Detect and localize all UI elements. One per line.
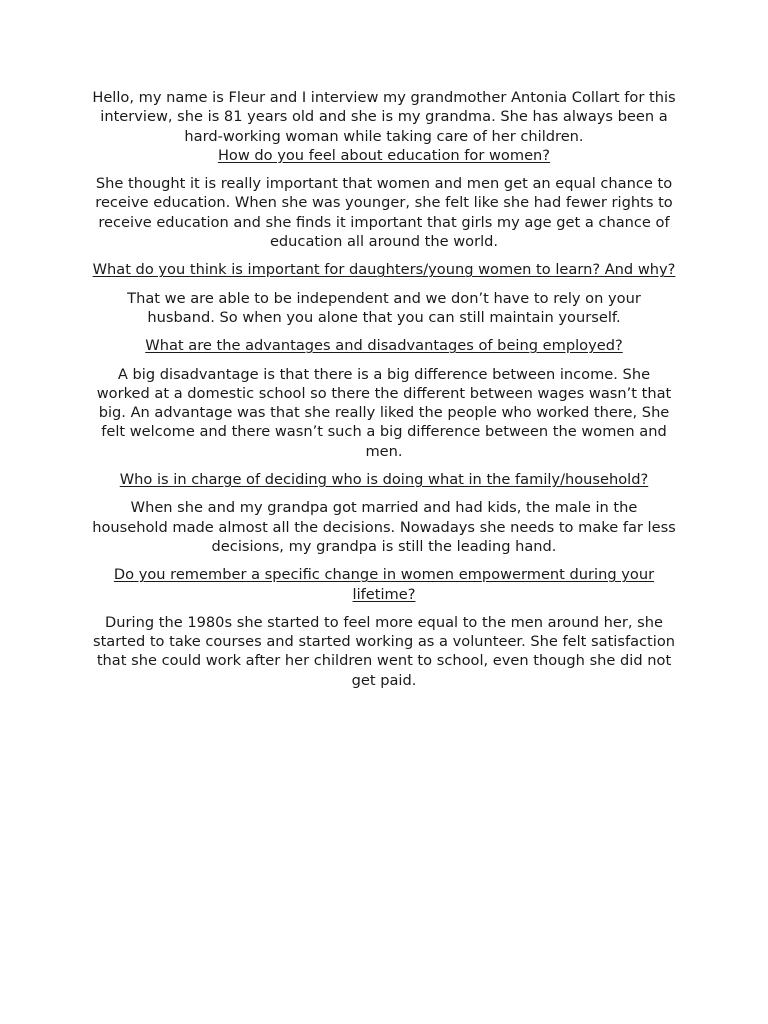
question-household: Who is in charge of deciding who is doing what in the family/household? (119, 471, 649, 489)
answer-daughters: That we are able to be independent and we don’t have to rely on your husband. So when you alone that you can still maintain yourself. (127, 289, 641, 326)
answer-education: She thought it is really important that women and men get an equal chance to receive education. When she was younger, she felt like she had fewer rights to receive education and she finds it important that girls my age get a chance of education all around the world. (95, 175, 673, 251)
question-empowerment: Do you remember a specific change in women empowerment during your lifetime? (113, 566, 655, 603)
question-employment: What are the advantages and disadvantages of being employed? (145, 337, 623, 355)
question-daughters: What do you think is important for daughters/young women to learn? And why? (92, 261, 676, 279)
intro-paragraph: Hello, my name is Fleur and I interview my grandmother Antonia Collart for this interview, she is 81 years old and she is my grandma. She has always been a hard-working woman while taking care of her children. (92, 89, 676, 145)
answer-employment: A big disadvantage is that there is a big difference between income. She worked at a domestic school so there the different between wages wasn’t that big. An advantage was that she really liked the people who worked there, She felt welcome and there wasn’t such a big difference between the women and men. (96, 365, 672, 460)
answer-empowerment: During the 1980s she started to feel more equal to the men around her, she started to take courses and started working as a volunteer. She felt satisfaction that she could work after her children went to school, even though she did not get paid. (92, 613, 676, 689)
answer-household: When she and my grandpa got married and had kids, the male in the household made almost all the decisions. Nowadays she needs to make far less decisions, my grandpa is still the leading hand. (92, 499, 676, 555)
question-education: How do you feel about education for women? (217, 146, 551, 164)
document-body (92, 88, 676, 699)
intro-block (92, 88, 676, 165)
